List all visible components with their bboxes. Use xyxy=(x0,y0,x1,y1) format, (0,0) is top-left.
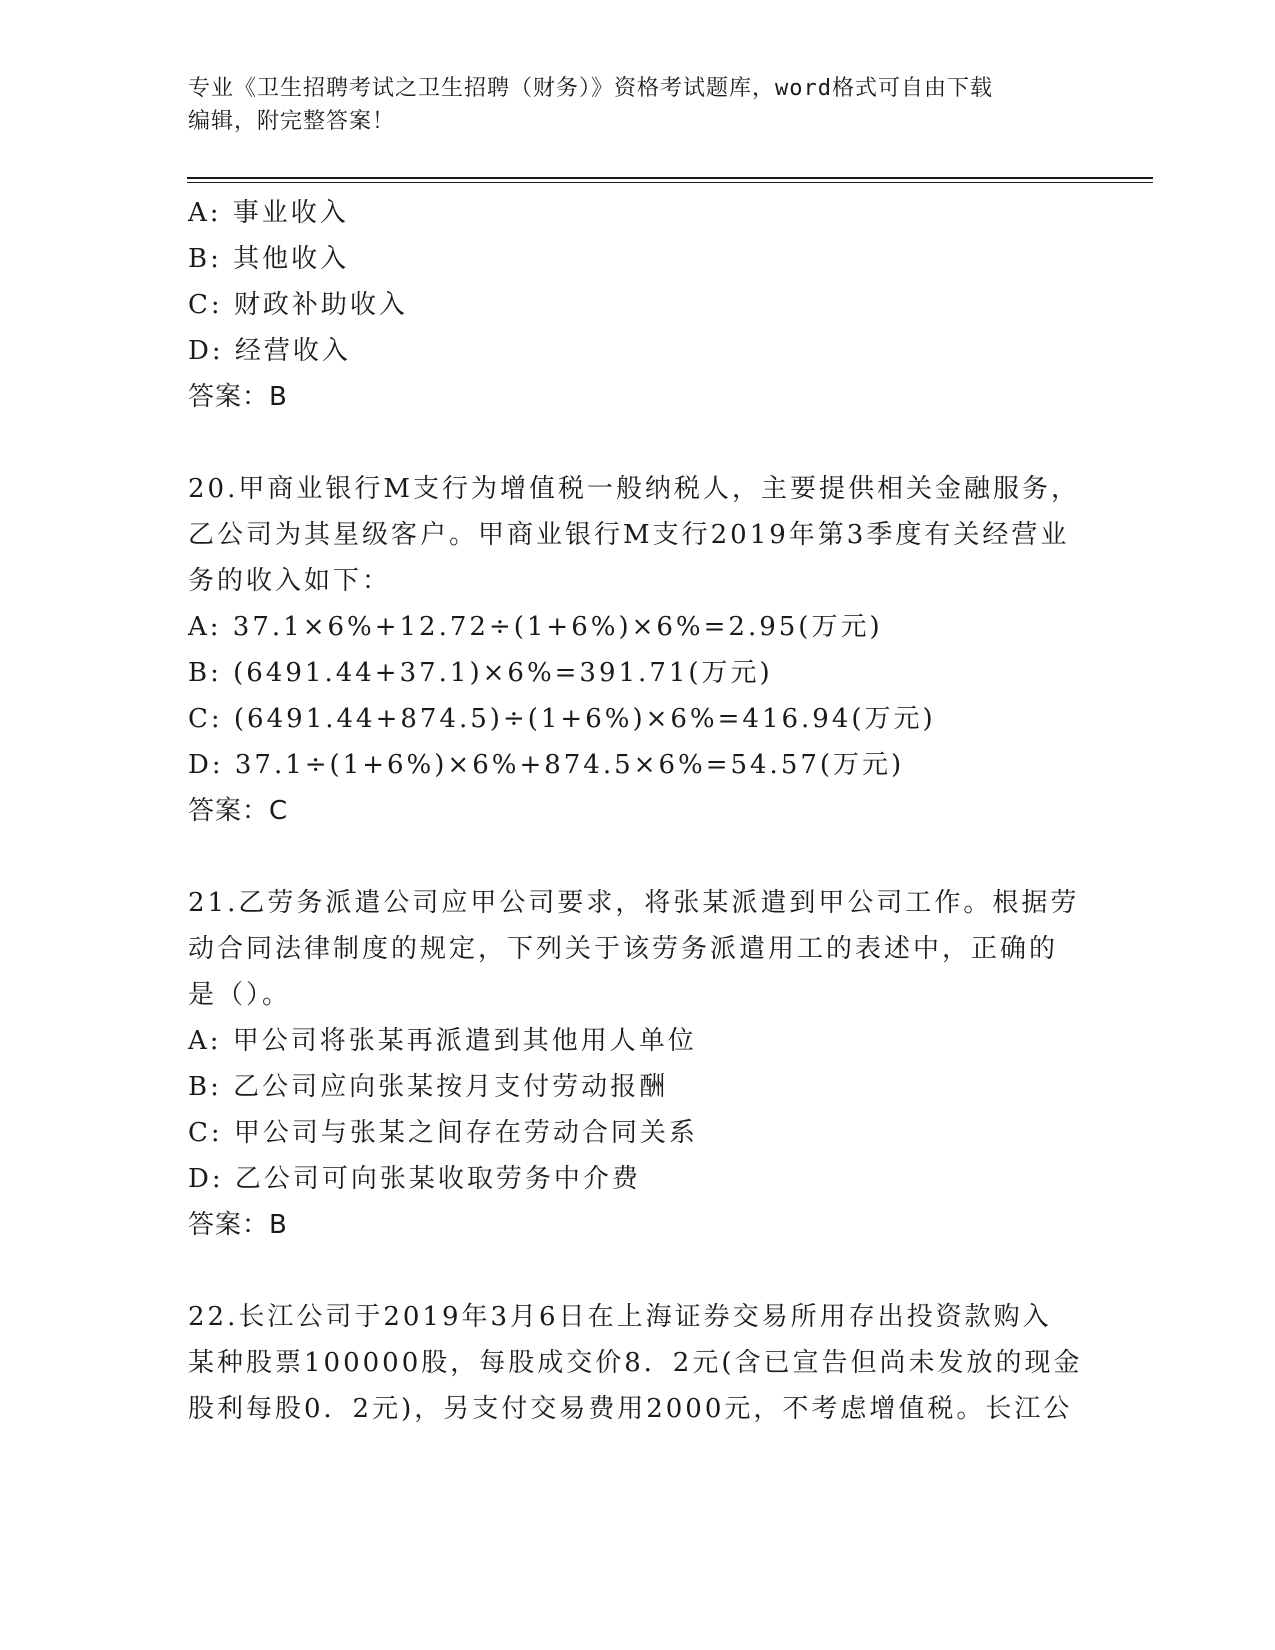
q21-option-d: D: 乙公司可向张某收取劳务中介费 xyxy=(188,1164,641,1194)
page-header xyxy=(188,72,1088,138)
question-22-block xyxy=(188,1294,1088,1432)
q20-option-d: D: 37.1÷(1+6%)×6%+874.5×6%=54.57(万元) xyxy=(188,750,905,780)
q19-option-c: C: 财政补助收入 xyxy=(188,290,408,320)
q22-stem-line-1: 22.长江公司于2019年3月6日在上海证券交易所用存出投资款购入 xyxy=(188,1302,1052,1332)
q20-answer: 答案：C xyxy=(188,796,289,826)
q21-stem-line-3: 是（）。 xyxy=(188,980,292,1010)
q20-stem-line-3: 务的收入如下： xyxy=(188,566,392,596)
header-line-1: 专业《卫生招聘考试之卫生招聘（财务）》资格考试题库，word格式可自由下载 xyxy=(188,76,993,101)
header-rule-thin xyxy=(187,182,1153,183)
q21-option-b: B: 乙公司应向张某按月支付劳动报酬 xyxy=(188,1072,669,1102)
q22-stem-line-3: 股利每股0．2元)，另支付交易费用2000元，不考虑增值税。长江公 xyxy=(188,1394,1073,1424)
q20-stem-line-1: 20.甲商业银行M支行为增值税一般纳税人，主要提供相关金融服务， xyxy=(188,474,1080,504)
q21-option-a: A: 甲公司将张某再派遣到其他用人单位 xyxy=(188,1026,697,1056)
q20-option-b: B: (6491.44+37.1)×6%=391.71(万元) xyxy=(188,658,773,688)
question-content xyxy=(188,190,1088,1432)
q21-answer: 答案：B xyxy=(188,1210,288,1240)
q20-option-a: A: 37.1×6%+12.72÷(1+6%)×6%=2.95(万元) xyxy=(188,612,883,642)
q20-stem-line-2: 乙公司为其星级客户。甲商业银行M支行2019年第3季度有关经营业 xyxy=(188,520,1070,550)
header-rule-thick xyxy=(187,177,1153,179)
q19-option-b: B: 其他收入 xyxy=(188,244,350,274)
q19-answer: 答案：B xyxy=(188,382,288,412)
q19-option-a: A: 事业收入 xyxy=(188,198,349,228)
q19-option-d: D: 经营收入 xyxy=(188,336,351,366)
q21-stem-line-1: 21.乙劳务派遣公司应甲公司要求，将张某派遣到甲公司工作。根据劳 xyxy=(188,888,1080,918)
question-20-block xyxy=(188,466,1088,834)
q21-stem-line-2: 动合同法律制度的规定，下列关于该劳务派遣用工的表述中，正确的 xyxy=(188,934,1059,964)
q21-option-c: C: 甲公司与张某之间存在劳动合同关系 xyxy=(188,1118,698,1148)
spacer xyxy=(188,420,1088,466)
header-line-2: 编辑，附完整答案！ xyxy=(188,109,396,134)
q22-stem-line-2: 某种股票100000股，每股成交价8．2元(含已宣告但尚未发放的现金 xyxy=(188,1348,1083,1378)
question-21-block xyxy=(188,880,1088,1248)
q20-option-c: C: (6491.44+874.5)÷(1+6%)×6%=416.94(万元) xyxy=(188,704,936,734)
spacer xyxy=(188,834,1088,880)
spacer xyxy=(188,1248,1088,1294)
question-19-block xyxy=(188,190,1088,420)
